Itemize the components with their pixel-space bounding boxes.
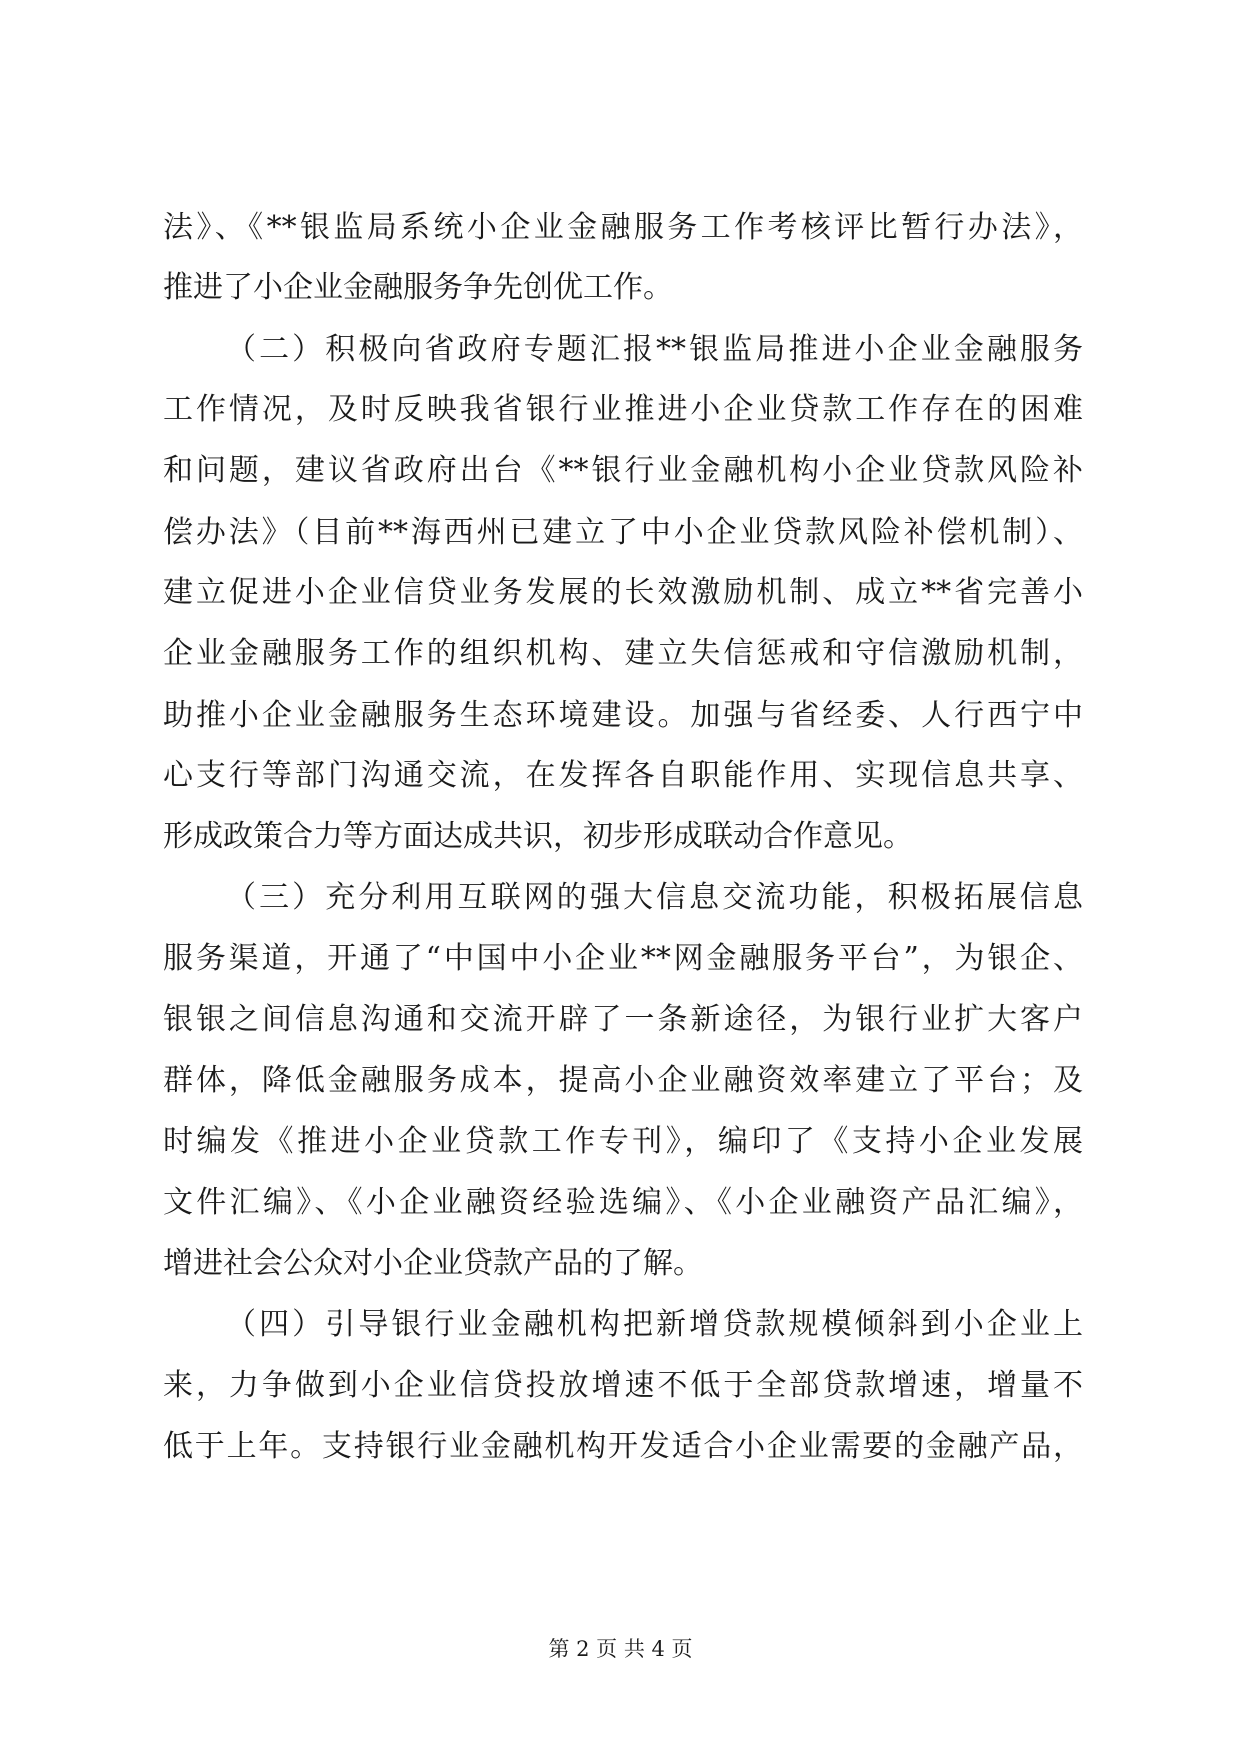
text-line: 时编发《推进小企业贷款工作专刊》，编印了《支持小企业发展 xyxy=(163,1124,1083,1159)
text-line: 形成政策合力等方面达成共识，初步形成联动合作意见。 xyxy=(163,819,913,854)
text-line: 服务渠道，开通了“中国中小企业**网金融服务平台”，为银企、 xyxy=(163,941,1083,976)
paragraph-first-line: （四）引导银行业金融机构把新增贷款规模倾斜到小企业上 xyxy=(226,1307,1083,1342)
text-line: 群体，降低金融服务成本，提高小企业融资效率建立了平台；及 xyxy=(163,1063,1083,1098)
text-line: 推进了小企业金融服务争先创优工作。 xyxy=(163,270,673,305)
paragraph-first-line: （二）积极向省政府专题汇报**银监局推进小企业金融服务 xyxy=(226,332,1083,367)
page-number-footer: 第 2 页 共 4 页 xyxy=(548,1637,693,1661)
paragraph-first-line: （三）充分利用互联网的强大信息交流功能，积极拓展信息 xyxy=(226,880,1083,915)
text-line: 企业金融服务工作的组织机构、建立失信惩戒和守信激励机制， xyxy=(163,636,1083,671)
text-line: 低于上年。支持银行业金融机构开发适合小企业需要的金融产品， xyxy=(163,1429,1083,1464)
text-line: 建立促进小企业信贷业务发展的长效激励机制、成立**省完善小 xyxy=(163,575,1083,610)
text-line: 工作情况，及时反映我省银行业推进小企业贷款工作存在的困难 xyxy=(163,392,1083,427)
text-line: 心支行等部门沟通交流，在发挥各自职能作用、实现信息共享、 xyxy=(163,758,1083,793)
text-line: 和问题，建议省政府出台《**银行业金融机构小企业贷款风险补 xyxy=(163,453,1083,488)
text-line: 来，力争做到小企业信贷投放增速不低于全部贷款增速，增量不 xyxy=(163,1368,1083,1403)
text-line: 法》、《**银监局系统小企业金融服务工作考核评比暂行办法》， xyxy=(163,210,1083,245)
text-line: 助推小企业金融服务生态环境建设。加强与省经委、人行西宁中 xyxy=(163,698,1083,733)
text-line: 银银之间信息沟通和交流开辟了一条新途径，为银行业扩大客户 xyxy=(163,1002,1083,1037)
text-line: 偿办法》（目前**海西州已建立了中小企业贷款风险补偿机制）、 xyxy=(163,515,1083,550)
text-line: 增进社会公众对小企业贷款产品的了解。 xyxy=(163,1246,703,1281)
text-line: 文件汇编》、《小企业融资经验选编》、《小企业融资产品汇编》， xyxy=(163,1185,1083,1220)
